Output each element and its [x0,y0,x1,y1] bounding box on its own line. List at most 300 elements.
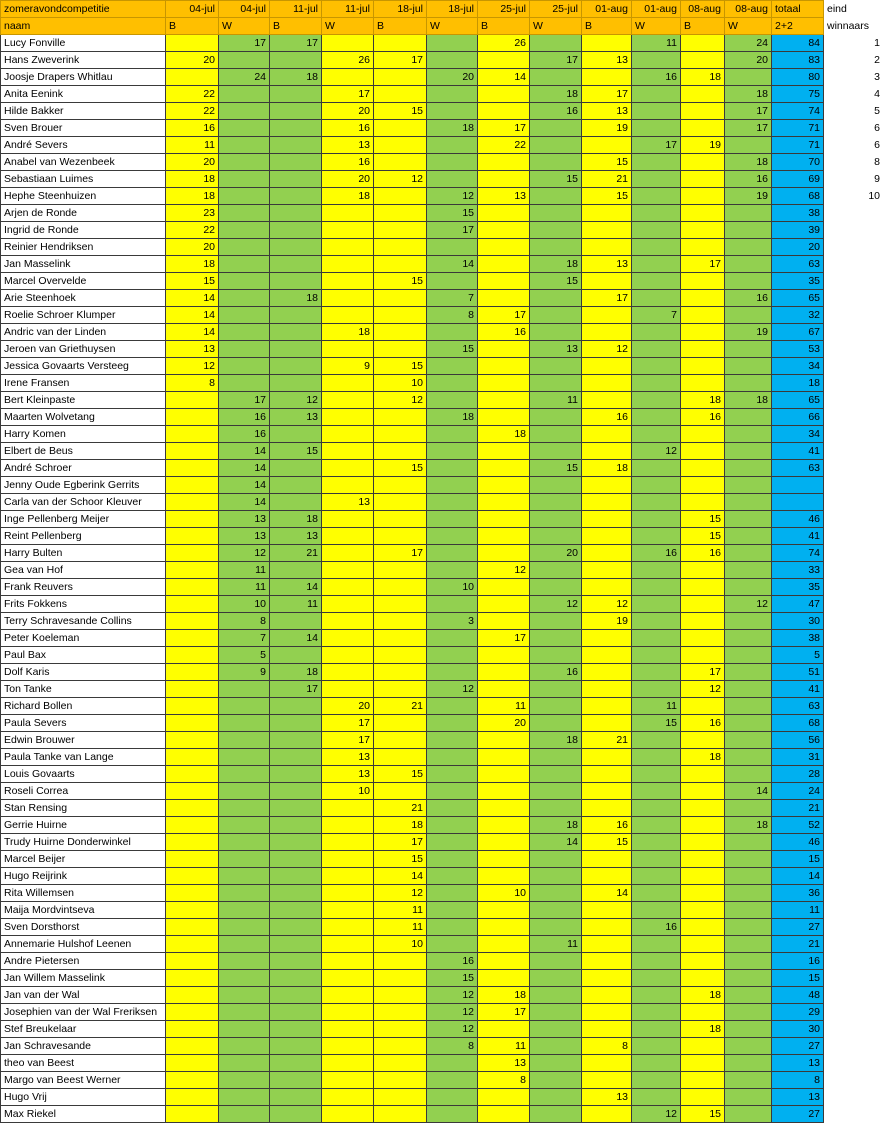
score-cell[interactable] [632,1089,681,1106]
score-cell[interactable] [632,970,681,987]
score-cell[interactable]: 16 [632,919,681,936]
score-cell[interactable] [681,358,725,375]
score-cell[interactable] [166,562,219,579]
total-cell[interactable]: 35 [772,579,824,596]
score-cell[interactable]: 19 [582,120,632,137]
score-cell[interactable]: 11 [219,579,270,596]
score-cell[interactable]: 24 [219,69,270,86]
total-cell[interactable]: 21 [772,800,824,817]
score-cell[interactable] [681,800,725,817]
score-cell[interactable] [374,494,427,511]
score-cell[interactable] [270,732,322,749]
score-cell[interactable] [478,52,530,69]
score-cell[interactable] [725,69,772,86]
score-cell[interactable] [530,1021,582,1038]
rank-cell[interactable] [824,766,883,783]
player-name-cell[interactable]: Marcel Overvelde [1,273,166,290]
score-cell[interactable] [582,443,632,460]
score-cell[interactable] [530,902,582,919]
score-cell[interactable] [681,936,725,953]
player-name-cell[interactable]: Hans Zweverink [1,52,166,69]
total-cell[interactable]: 80 [772,69,824,86]
score-cell[interactable] [322,409,374,426]
score-cell[interactable] [374,613,427,630]
score-cell[interactable]: 16 [582,817,632,834]
total-cell[interactable]: 15 [772,970,824,987]
score-cell[interactable] [270,647,322,664]
total-cell[interactable]: 70 [772,154,824,171]
score-cell[interactable] [166,443,219,460]
score-cell[interactable] [322,1038,374,1055]
score-cell[interactable]: 18 [322,324,374,341]
score-cell[interactable] [427,460,478,477]
color-header[interactable]: B [478,18,530,35]
color-header[interactable]: B [166,18,219,35]
score-cell[interactable] [478,205,530,222]
total-cell[interactable]: 33 [772,562,824,579]
score-cell[interactable] [725,1004,772,1021]
score-cell[interactable] [478,936,530,953]
player-name-cell[interactable]: Peter Koeleman [1,630,166,647]
score-cell[interactable] [681,919,725,936]
score-cell[interactable] [681,732,725,749]
score-cell[interactable] [270,562,322,579]
player-name-cell[interactable]: Dolf Karis [1,664,166,681]
score-cell[interactable] [632,188,681,205]
score-cell[interactable] [270,103,322,120]
score-cell[interactable]: 13 [582,52,632,69]
score-cell[interactable] [632,613,681,630]
score-cell[interactable]: 14 [166,307,219,324]
score-cell[interactable] [270,1055,322,1072]
rank-cell[interactable]: 2 [824,52,883,69]
score-cell[interactable]: 18 [530,86,582,103]
player-name-cell[interactable]: Jeroen van Griethuysen [1,341,166,358]
total-cell[interactable]: 15 [772,851,824,868]
score-cell[interactable] [530,715,582,732]
score-cell[interactable] [322,647,374,664]
score-cell[interactable]: 15 [374,851,427,868]
score-cell[interactable] [374,562,427,579]
score-cell[interactable] [725,579,772,596]
score-cell[interactable] [322,800,374,817]
score-cell[interactable] [681,494,725,511]
score-cell[interactable] [427,375,478,392]
score-cell[interactable]: 15 [427,970,478,987]
score-cell[interactable]: 17 [374,52,427,69]
score-cell[interactable] [725,273,772,290]
score-cell[interactable] [219,341,270,358]
score-cell[interactable] [374,596,427,613]
score-cell[interactable]: 15 [681,511,725,528]
score-cell[interactable] [374,1004,427,1021]
score-cell[interactable] [530,239,582,256]
score-cell[interactable] [582,1004,632,1021]
score-cell[interactable] [322,205,374,222]
score-cell[interactable]: 20 [427,69,478,86]
total-cell[interactable]: 14 [772,868,824,885]
score-cell[interactable] [219,817,270,834]
rank-cell[interactable] [824,613,883,630]
score-cell[interactable] [725,800,772,817]
score-cell[interactable]: 18 [530,817,582,834]
score-cell[interactable] [632,766,681,783]
score-cell[interactable]: 18 [374,817,427,834]
score-cell[interactable] [582,851,632,868]
score-cell[interactable] [219,358,270,375]
score-cell[interactable] [270,987,322,1004]
score-cell[interactable] [166,783,219,800]
rank-cell[interactable] [824,1055,883,1072]
score-cell[interactable] [166,851,219,868]
score-cell[interactable] [219,919,270,936]
score-cell[interactable]: 12 [427,1004,478,1021]
score-cell[interactable] [478,273,530,290]
player-name-cell[interactable]: Hugo Vrij [1,1089,166,1106]
color-header[interactable]: W [530,18,582,35]
total-cell[interactable]: 67 [772,324,824,341]
score-cell[interactable]: 12 [427,987,478,1004]
player-name-cell[interactable]: Anita Eenink [1,86,166,103]
score-cell[interactable] [166,715,219,732]
score-cell[interactable]: 3 [427,613,478,630]
score-cell[interactable] [166,817,219,834]
score-cell[interactable] [530,511,582,528]
score-cell[interactable] [530,358,582,375]
score-cell[interactable]: 15 [582,834,632,851]
player-name-cell[interactable]: Carla van der Schoor Kleuver [1,494,166,511]
score-cell[interactable] [632,1021,681,1038]
score-cell[interactable]: 14 [219,443,270,460]
score-cell[interactable] [632,800,681,817]
score-cell[interactable] [582,137,632,154]
score-cell[interactable] [166,987,219,1004]
score-cell[interactable] [582,69,632,86]
score-cell[interactable] [725,698,772,715]
score-cell[interactable]: 13 [478,188,530,205]
date-header[interactable]: 01-aug [582,1,632,18]
score-cell[interactable]: 20 [530,545,582,562]
score-cell[interactable] [478,732,530,749]
score-cell[interactable] [681,52,725,69]
rank-cell[interactable] [824,307,883,324]
total-cell[interactable]: 32 [772,307,824,324]
rank-cell[interactable] [824,851,883,868]
score-cell[interactable] [530,562,582,579]
score-cell[interactable] [478,494,530,511]
score-cell[interactable] [582,358,632,375]
rank-cell[interactable] [824,426,883,443]
score-cell[interactable] [582,528,632,545]
player-name-cell[interactable]: Ingrid de Ronde [1,222,166,239]
score-cell[interactable] [374,1072,427,1089]
total-cell[interactable]: 30 [772,1021,824,1038]
total-cell[interactable]: 34 [772,358,824,375]
total-cell[interactable] [772,477,824,494]
score-cell[interactable] [681,375,725,392]
score-cell[interactable] [322,477,374,494]
total-cell[interactable]: 48 [772,987,824,1004]
score-cell[interactable]: 13 [270,528,322,545]
rank-cell[interactable] [824,562,883,579]
score-cell[interactable] [681,851,725,868]
score-cell[interactable]: 14 [219,477,270,494]
score-cell[interactable] [374,579,427,596]
score-cell[interactable] [478,766,530,783]
score-cell[interactable] [725,443,772,460]
score-cell[interactable] [166,460,219,477]
rank-cell[interactable] [824,953,883,970]
score-cell[interactable] [725,902,772,919]
score-cell[interactable]: 20 [322,171,374,188]
total-cell[interactable]: 16 [772,953,824,970]
rank-cell[interactable] [824,630,883,647]
score-cell[interactable] [725,137,772,154]
score-cell[interactable]: 16 [427,953,478,970]
score-cell[interactable]: 18 [427,120,478,137]
score-cell[interactable]: 8 [166,375,219,392]
player-name-cell[interactable]: Jessica Govaarts Versteeg [1,358,166,375]
score-cell[interactable]: 17 [582,86,632,103]
score-cell[interactable]: 23 [166,205,219,222]
total-cell[interactable] [772,494,824,511]
player-name-cell[interactable]: Bert Kleinpaste [1,392,166,409]
score-cell[interactable] [530,154,582,171]
rank-cell[interactable] [824,732,883,749]
score-cell[interactable]: 19 [582,613,632,630]
score-cell[interactable] [427,171,478,188]
score-cell[interactable] [270,1021,322,1038]
total-cell[interactable]: 56 [772,732,824,749]
rank-cell[interactable] [824,511,883,528]
score-cell[interactable]: 13 [530,341,582,358]
score-cell[interactable] [725,953,772,970]
score-cell[interactable] [478,409,530,426]
rank-cell[interactable] [824,409,883,426]
score-cell[interactable] [270,324,322,341]
score-cell[interactable] [632,562,681,579]
score-cell[interactable] [322,613,374,630]
score-cell[interactable]: 11 [374,919,427,936]
score-cell[interactable]: 14 [219,494,270,511]
score-cell[interactable] [270,766,322,783]
score-cell[interactable] [530,426,582,443]
rank-cell[interactable] [824,579,883,596]
score-cell[interactable] [322,273,374,290]
player-name-cell[interactable]: Andre Pietersen [1,953,166,970]
score-cell[interactable]: 17 [270,681,322,698]
score-cell[interactable] [166,1021,219,1038]
winners-header[interactable]: winnaars [824,18,883,35]
score-cell[interactable] [530,35,582,52]
total-cell[interactable]: 30 [772,613,824,630]
score-cell[interactable] [219,1021,270,1038]
score-cell[interactable]: 20 [322,698,374,715]
total-cell[interactable]: 8 [772,1072,824,1089]
score-cell[interactable] [582,766,632,783]
score-cell[interactable] [632,817,681,834]
score-cell[interactable] [219,783,270,800]
total-cell[interactable]: 18 [772,375,824,392]
player-name-cell[interactable]: Jan Willem Masselink [1,970,166,987]
score-cell[interactable] [270,1089,322,1106]
score-cell[interactable]: 13 [166,341,219,358]
score-cell[interactable] [478,613,530,630]
score-cell[interactable] [374,1021,427,1038]
score-cell[interactable]: 17 [427,222,478,239]
score-cell[interactable] [427,630,478,647]
score-cell[interactable] [427,885,478,902]
score-cell[interactable]: 12 [166,358,219,375]
color-header[interactable]: W [632,18,681,35]
score-cell[interactable]: 10 [478,885,530,902]
score-cell[interactable]: 21 [582,171,632,188]
score-cell[interactable] [632,205,681,222]
score-cell[interactable]: 11 [632,35,681,52]
score-cell[interactable]: 11 [166,137,219,154]
score-cell[interactable]: 26 [322,52,374,69]
score-cell[interactable] [681,579,725,596]
rank-cell[interactable] [824,460,883,477]
score-cell[interactable] [374,732,427,749]
score-cell[interactable] [530,579,582,596]
score-cell[interactable] [270,460,322,477]
total-header[interactable]: totaal [772,1,824,18]
rank-cell[interactable] [824,1089,883,1106]
color-header[interactable]: W [427,18,478,35]
total-cell[interactable]: 38 [772,205,824,222]
score-cell[interactable] [166,1055,219,1072]
score-cell[interactable] [374,307,427,324]
score-cell[interactable] [582,511,632,528]
score-cell[interactable] [427,528,478,545]
total-cell[interactable]: 74 [772,103,824,120]
score-cell[interactable] [681,1004,725,1021]
score-cell[interactable] [681,1038,725,1055]
score-cell[interactable] [478,596,530,613]
color-header[interactable]: B [270,18,322,35]
rank-cell[interactable] [824,749,883,766]
score-cell[interactable] [166,936,219,953]
score-cell[interactable] [681,885,725,902]
score-cell[interactable]: 11 [530,392,582,409]
score-cell[interactable] [219,902,270,919]
score-cell[interactable] [374,137,427,154]
player-name-cell[interactable]: Reinier Hendriksen [1,239,166,256]
player-name-cell[interactable]: Jan Masselink [1,256,166,273]
score-cell[interactable] [270,375,322,392]
score-cell[interactable] [270,307,322,324]
score-cell[interactable] [322,1072,374,1089]
score-cell[interactable]: 15 [374,766,427,783]
score-cell[interactable]: 15 [374,273,427,290]
score-cell[interactable] [582,273,632,290]
score-cell[interactable] [219,749,270,766]
score-cell[interactable]: 13 [270,409,322,426]
score-cell[interactable] [270,902,322,919]
date-header[interactable]: 08-aug [725,1,772,18]
score-cell[interactable] [166,749,219,766]
score-cell[interactable] [374,409,427,426]
score-cell[interactable] [322,528,374,545]
score-cell[interactable]: 12 [582,596,632,613]
player-name-cell[interactable]: Harry Komen [1,426,166,443]
score-cell[interactable] [725,987,772,1004]
score-cell[interactable] [632,579,681,596]
header-label[interactable]: naam [1,18,166,35]
score-cell[interactable] [322,290,374,307]
score-cell[interactable]: 16 [530,664,582,681]
score-cell[interactable]: 18 [478,426,530,443]
score-cell[interactable] [681,766,725,783]
score-cell[interactable] [374,69,427,86]
score-cell[interactable] [681,290,725,307]
score-cell[interactable] [725,1055,772,1072]
score-cell[interactable] [582,970,632,987]
score-cell[interactable] [530,1089,582,1106]
score-cell[interactable] [530,953,582,970]
score-cell[interactable] [427,919,478,936]
score-cell[interactable] [582,987,632,1004]
score-cell[interactable] [681,460,725,477]
rank-cell[interactable] [824,205,883,222]
score-cell[interactable]: 17 [270,35,322,52]
rank-cell[interactable] [824,800,883,817]
score-cell[interactable] [725,528,772,545]
score-cell[interactable]: 16 [478,324,530,341]
score-cell[interactable] [270,86,322,103]
score-cell[interactable] [725,1021,772,1038]
score-cell[interactable] [270,52,322,69]
date-header[interactable]: 08-aug [681,1,725,18]
total-cell[interactable]: 24 [772,783,824,800]
score-cell[interactable] [530,613,582,630]
score-cell[interactable] [374,256,427,273]
score-cell[interactable]: 11 [530,936,582,953]
score-cell[interactable] [219,1038,270,1055]
rank-cell[interactable] [824,222,883,239]
score-cell[interactable]: 17 [478,1004,530,1021]
score-cell[interactable] [478,817,530,834]
score-cell[interactable] [270,1072,322,1089]
player-name-cell[interactable]: André Severs [1,137,166,154]
score-cell[interactable]: 18 [725,392,772,409]
total-cell[interactable]: 66 [772,409,824,426]
score-cell[interactable]: 18 [681,69,725,86]
rank-cell[interactable] [824,817,883,834]
score-cell[interactable] [270,613,322,630]
score-cell[interactable] [582,681,632,698]
score-cell[interactable] [427,477,478,494]
score-cell[interactable] [681,341,725,358]
score-cell[interactable]: 12 [725,596,772,613]
score-cell[interactable]: 16 [681,715,725,732]
score-cell[interactable] [427,715,478,732]
score-cell[interactable] [374,1089,427,1106]
score-cell[interactable] [632,222,681,239]
rank-cell[interactable]: 10 [824,188,883,205]
score-cell[interactable] [322,664,374,681]
score-cell[interactable]: 14 [219,460,270,477]
score-cell[interactable] [219,154,270,171]
rank-cell[interactable] [824,647,883,664]
score-cell[interactable] [427,732,478,749]
score-cell[interactable]: 13 [322,137,374,154]
score-cell[interactable] [219,953,270,970]
score-cell[interactable] [530,1055,582,1072]
score-cell[interactable]: 15 [632,715,681,732]
score-cell[interactable]: 16 [632,69,681,86]
